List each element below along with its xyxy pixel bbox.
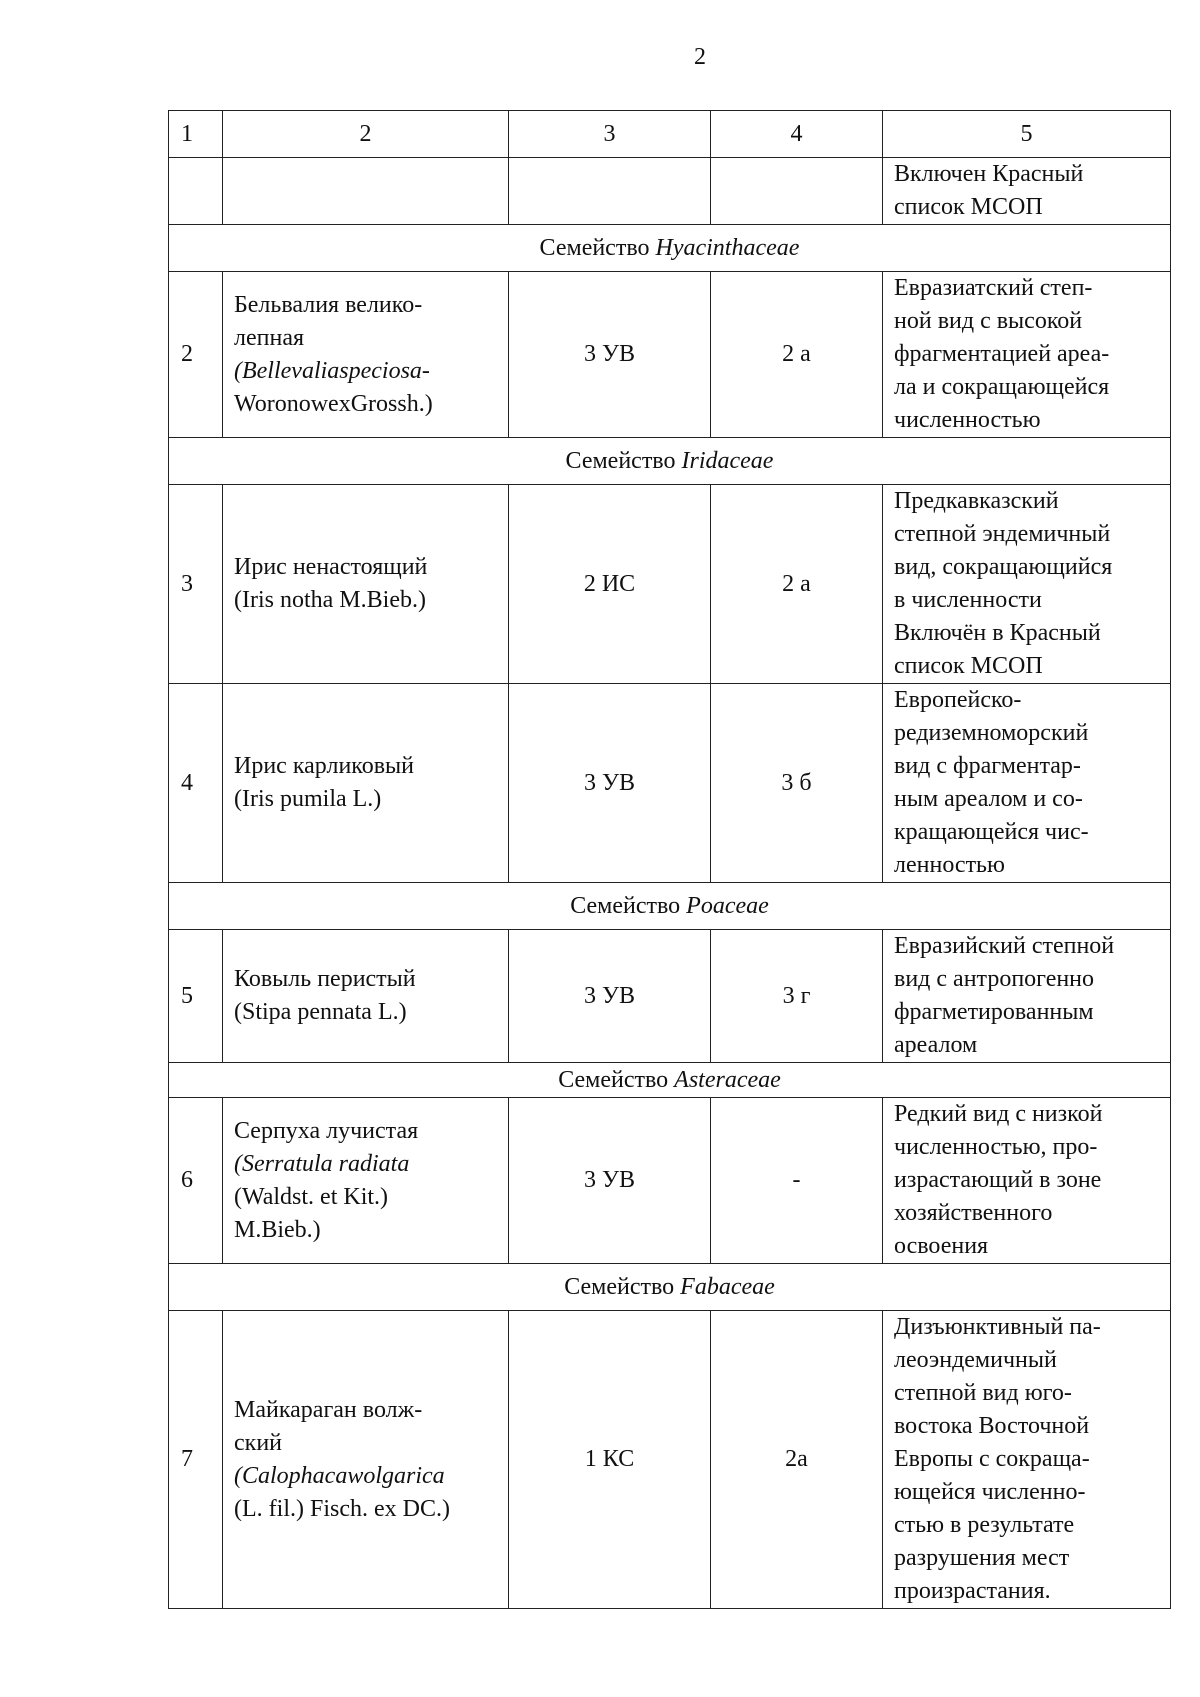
species-name-line: (Stipa pennata L.) xyxy=(234,999,407,1025)
row-number: 3 xyxy=(169,485,223,684)
column-header-row xyxy=(169,111,1171,158)
column-header-3: 3 xyxy=(509,111,711,158)
species-name-cell xyxy=(223,684,509,883)
description-line: хозяйственного xyxy=(894,1200,1053,1226)
description-line: разрушения мест xyxy=(894,1545,1070,1571)
status-cell: 3 УВ xyxy=(509,1098,711,1264)
description-cell xyxy=(883,1311,1171,1609)
description-cell xyxy=(883,158,1171,225)
species-row xyxy=(169,684,1171,883)
continuation-row xyxy=(169,158,1171,225)
description-line: степной вид юго- xyxy=(894,1380,1072,1406)
family-latin-name: Iridaceae xyxy=(681,447,774,474)
species-name-line: (Bellevaliaspeciosa- xyxy=(234,357,430,384)
species-name-cell xyxy=(223,485,509,684)
family-latin-name: Asteraceae xyxy=(674,1066,781,1093)
description-cell xyxy=(883,1098,1171,1264)
column-header-2: 2 xyxy=(223,111,509,158)
description-line: произрастания. xyxy=(894,1578,1051,1604)
description-line: освоения xyxy=(894,1233,989,1259)
description-line: в численности xyxy=(894,587,1042,613)
family-row-asteraceae xyxy=(169,1063,1171,1098)
description-line: ным ареалом и со- xyxy=(894,786,1083,812)
species-name-line: лепная xyxy=(234,324,305,351)
species-name-line: Майкараган волж- xyxy=(234,1396,423,1423)
species-name-cell xyxy=(223,1098,509,1264)
column-header-4: 4 xyxy=(711,111,883,158)
species-row xyxy=(169,1311,1171,1609)
description-line: Дизъюнктивный па- xyxy=(894,1314,1101,1340)
family-prefix: Семейство xyxy=(558,1066,669,1093)
species-name-line: (Waldst. et Kit.) xyxy=(234,1183,389,1210)
category-cell: 2а xyxy=(711,1311,883,1609)
species-table xyxy=(168,110,1171,1609)
family-latin-name: Poaceae xyxy=(686,892,769,919)
page-number: 2 xyxy=(694,44,706,70)
description-line: ющейся численно- xyxy=(894,1479,1086,1505)
row-number: 5 xyxy=(169,930,223,1063)
family-heading xyxy=(169,1063,1171,1098)
empty-cell xyxy=(169,158,223,225)
description-line: ной вид с высокой xyxy=(894,308,1083,334)
species-name-line: Ирис карликовый xyxy=(234,753,415,779)
description-line: численностью xyxy=(894,407,1041,433)
status-cell: 2 ИС xyxy=(509,485,711,684)
species-name-line: (Iris notha M.Bieb.) xyxy=(234,587,426,613)
species-name-cell xyxy=(223,272,509,438)
category-cell: - xyxy=(711,1098,883,1264)
family-prefix: Семейство xyxy=(565,447,676,474)
description-line: редиземноморский xyxy=(894,720,1089,746)
family-prefix: Семейство xyxy=(570,892,681,919)
species-name-line: (L. fil.) Fisch. ex DC.) xyxy=(234,1495,450,1522)
family-row-iridaceae xyxy=(169,438,1171,485)
description-line: Включён в Красный xyxy=(894,620,1101,646)
species-name-line: M.Bieb.) xyxy=(234,1216,321,1243)
description-line: численностью, про- xyxy=(894,1134,1098,1160)
family-row-fabaceae xyxy=(169,1264,1171,1311)
category-cell: 2 а xyxy=(711,485,883,684)
category-cell: 3 г xyxy=(711,930,883,1063)
empty-cell xyxy=(509,158,711,225)
description-line: список МСОП xyxy=(894,653,1043,679)
species-row xyxy=(169,485,1171,684)
family-heading xyxy=(169,1264,1171,1311)
status-cell: 1 КС xyxy=(509,1311,711,1609)
family-row-poaceae xyxy=(169,883,1171,930)
family-latin-name: Hyacinthaceae xyxy=(655,234,800,261)
description-line: Европы с сокраща- xyxy=(894,1446,1090,1472)
family-heading xyxy=(169,883,1171,930)
family-prefix: Семейство xyxy=(539,234,650,261)
family-row-hyacinthaceae xyxy=(169,225,1171,272)
species-name-cell xyxy=(223,930,509,1063)
description-line: вид с фрагментар- xyxy=(894,753,1081,779)
species-row xyxy=(169,930,1171,1063)
description-line: израстающий в зоне xyxy=(894,1167,1102,1193)
row-number: 4 xyxy=(169,684,223,883)
description-cell xyxy=(883,272,1171,438)
description-line: Евразийский степной xyxy=(894,933,1115,959)
species-name-line: (Calophacawolgarica xyxy=(234,1462,445,1489)
description-line: вид с антропогенно xyxy=(894,966,1095,992)
description-line: Европейско- xyxy=(894,687,1022,713)
description-line: востока Восточной xyxy=(894,1413,1090,1439)
family-latin-name: Fabaceae xyxy=(680,1273,775,1300)
species-name-line: Ирис ненастоящий xyxy=(234,554,428,580)
empty-cell xyxy=(711,158,883,225)
description-line: вид, сокращающийся xyxy=(894,554,1113,580)
description-line: Евразиатский степ- xyxy=(894,275,1093,301)
description-line: список МСОП xyxy=(894,194,1043,220)
description-cell xyxy=(883,930,1171,1063)
description-cell xyxy=(883,684,1171,883)
description-line: ареалом xyxy=(894,1032,978,1058)
family-heading xyxy=(169,225,1171,272)
description-line: ла и сокращающейся xyxy=(894,374,1110,400)
species-row xyxy=(169,272,1171,438)
status-cell: 3 УВ xyxy=(509,272,711,438)
description-line: кращающейся чис- xyxy=(894,819,1089,845)
status-cell: 3 УВ xyxy=(509,930,711,1063)
description-line: Включен Красный xyxy=(894,161,1084,187)
description-line: фрагметированным xyxy=(894,999,1094,1025)
description-line: Предкавказский xyxy=(894,488,1059,514)
family-heading xyxy=(169,438,1171,485)
category-cell: 3 б xyxy=(711,684,883,883)
species-name-line: WoronowexGrossh.) xyxy=(234,390,433,417)
empty-cell xyxy=(223,158,509,225)
row-number: 6 xyxy=(169,1098,223,1264)
column-header-1: 1 xyxy=(169,111,223,158)
description-line: фрагментацией ареа- xyxy=(894,341,1110,367)
species-name-line: Серпуха лучистая xyxy=(234,1117,419,1144)
description-line: Редкий вид с низкой xyxy=(894,1101,1103,1127)
description-line: стью в результате xyxy=(894,1512,1075,1538)
species-name-line: Бельвалия велико- xyxy=(234,291,423,318)
species-row xyxy=(169,1098,1171,1264)
column-header-5: 5 xyxy=(883,111,1171,158)
species-name-line: (Serratula radiata xyxy=(234,1150,410,1177)
description-line: степной эндемичный xyxy=(894,521,1111,547)
category-cell: 2 а xyxy=(711,272,883,438)
family-prefix: Семейство xyxy=(564,1273,675,1300)
row-number: 2 xyxy=(169,272,223,438)
species-name-line: ский xyxy=(234,1429,282,1456)
description-cell xyxy=(883,485,1171,684)
row-number: 7 xyxy=(169,1311,223,1609)
description-line: леоэндемичный xyxy=(894,1347,1057,1373)
species-name-line: Ковыль перистый xyxy=(234,966,416,992)
status-cell: 3 УВ xyxy=(509,684,711,883)
species-name-line: (Iris pumila L.) xyxy=(234,786,382,812)
description-line: ленностью xyxy=(894,852,1005,878)
species-name-cell xyxy=(223,1311,509,1609)
